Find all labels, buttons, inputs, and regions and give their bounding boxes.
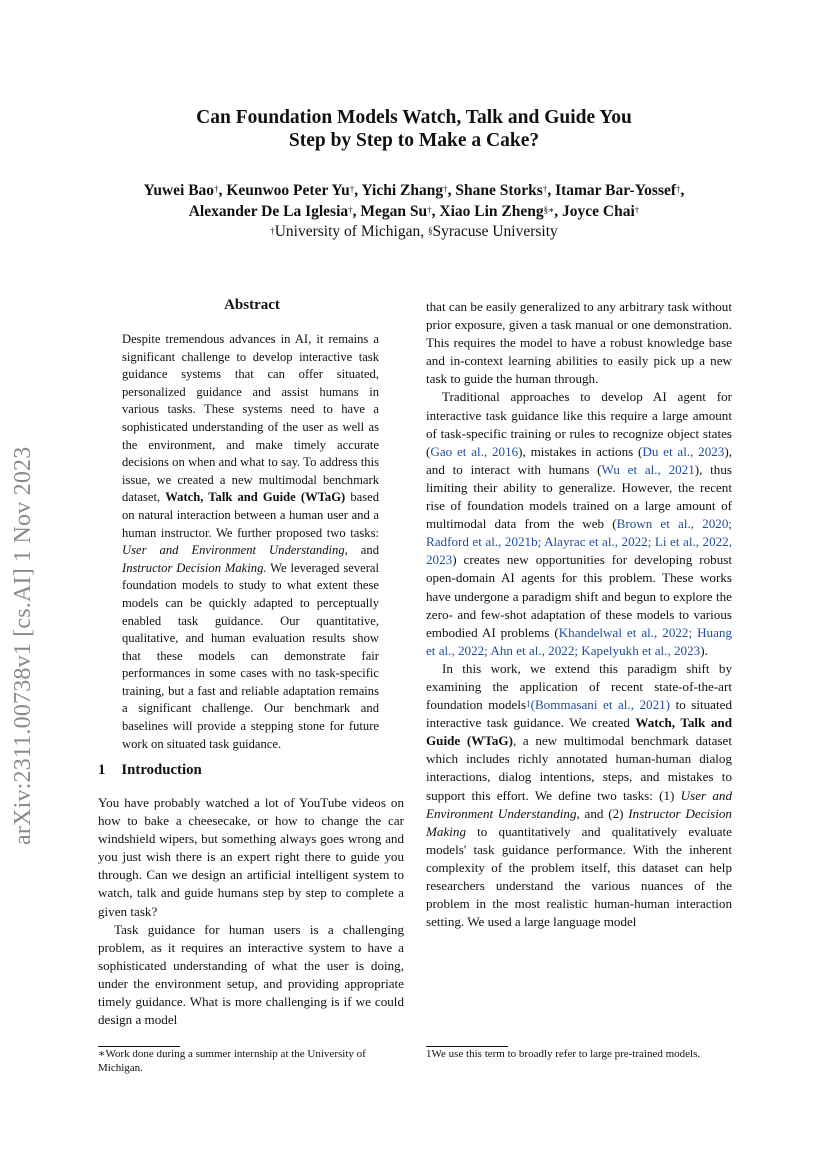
author-name: Megan Su xyxy=(360,203,428,220)
intro-left-column xyxy=(98,794,404,1029)
abstract-text-c: based on natural interaction between a human user and a human instructor. We further proposed two tasks: xyxy=(122,490,379,540)
abstract-task-1: User and Environment Understanding xyxy=(122,543,345,558)
author-list xyxy=(0,180,828,222)
text: ), and to interact with humans ( xyxy=(426,443,732,477)
abstract-text-e: , and xyxy=(344,543,379,558)
affil-mark-2: § xyxy=(428,226,433,236)
affil-mark-1: † xyxy=(270,226,275,236)
author-name: Yichi Zhang xyxy=(361,182,444,199)
author-affiliation-mark: † xyxy=(214,184,219,194)
text: ), thus limiting their ability to generalize. However, the recent rise of foundation models trained on a large amount of multimodal data from the web ( xyxy=(426,461,732,532)
author-name: Alexander De La Iglesia xyxy=(188,203,349,220)
text: Traditional approaches to develop AI agent for interactive task guidance like this require a large amount of task-specific training or rules to recognize object states ( xyxy=(426,389,732,459)
abstract-heading: Abstract xyxy=(224,297,280,313)
author-separator: , xyxy=(447,182,456,199)
author-affiliation-mark: † xyxy=(348,205,353,215)
arxiv-id-text: arXiv:2311.00738v1 [cs.AI] 1 Nov 2023 xyxy=(10,446,36,845)
author-affiliation-mark: † xyxy=(634,205,640,215)
citation-link[interactable]: Wu et al., 2021 xyxy=(601,461,695,477)
right-paragraph-2 xyxy=(426,388,732,659)
text: ). xyxy=(700,642,708,658)
text: , a new multimodal benchmark dataset which includes richly annotated human-human dialog interactions, dialog intentions, steps, and mistakes to support this effort. We define two tasks: (1) xyxy=(426,733,732,803)
citation-link[interactable]: (Bommasani et al., 2021) xyxy=(530,697,671,713)
author-name: Itamar Bar-Yossef xyxy=(555,182,677,199)
intro-paragraph-2: Task guidance for human users is a challenging problem, as it requires an interactive system to have a sophisticated understanding of what the user is doing, under the environment setup, and providing appropriate timely guidance. What is more challenging is if we could design a model xyxy=(98,921,404,1028)
abstract-text-a: Despite tremendous advances in AI, it remains a significant challenge to develop interactive task guidance systems that can offer situated, personalized guidance and assist humans in various tasks. These systems need to have a sophisticated understanding of the user as well as the environment, and make timely accurate decisions on when and what to say. To address this issue, we created a new multimodal benchmark dataset, xyxy=(122,332,379,505)
dataset-name: Watch, Talk and Guide (WTaG) xyxy=(426,715,732,749)
author-separator: , xyxy=(680,182,685,199)
title-line-1: Can Foundation Models Watch, Talk and Guide You xyxy=(196,107,632,128)
right-paragraph-3 xyxy=(426,660,732,931)
text: to situated interactive task guidance. We created xyxy=(426,697,732,731)
author-name: Yuwei Bao xyxy=(143,182,215,199)
affil-text-2: Syracuse University xyxy=(432,223,558,240)
author-name: Xiao Lin Zheng xyxy=(439,203,544,220)
author-affiliation-mark: † xyxy=(443,184,448,194)
authors-line-2 xyxy=(0,201,828,222)
text: ), mistakes in actions ( xyxy=(518,443,643,459)
author-name: Keunwoo Peter Yu xyxy=(226,182,350,199)
author-affiliation-mark: † xyxy=(349,184,355,194)
footnote-right: 1We use this term to broadly refer to large pre-trained models. xyxy=(426,1048,701,1060)
task-name: User and Environment Understanding xyxy=(426,787,732,821)
footnote-marker-link[interactable]: 1 xyxy=(526,699,531,710)
affiliations xyxy=(0,222,828,242)
author-name: Joyce Chai xyxy=(562,203,635,220)
author-separator: , xyxy=(354,182,362,199)
affil-text-1: University of Michigan, xyxy=(274,223,428,240)
abstract-dataset-name: Watch, Talk and Guide (WTaG) xyxy=(165,490,346,505)
section-title: Introduction xyxy=(121,762,202,778)
author-separator: , xyxy=(431,203,440,220)
right-column xyxy=(426,298,732,931)
citation-link[interactable]: Du et al., 2023 xyxy=(642,443,725,459)
right-paragraph-1: that can be easily generalized to any arbitrary task without prior exposure, given a task manual or one demonstration. This requires the model to have a robust knowledge base and in-context learning abilities to easily pick up a new task to guide the human through. xyxy=(426,299,732,387)
section-heading-introduction xyxy=(98,762,202,779)
title-line-2: Step by Step to Make a Cake? xyxy=(288,130,540,151)
task-name: Instructor Decision Making xyxy=(426,805,732,839)
abstract-task-2: Instructor Decision Making. xyxy=(122,560,267,575)
citation-link[interactable]: Brown et al., 2020; Radford et al., 2021b; Alayrac et al., 2022; Li et al., 2022, 2023 xyxy=(426,516,732,568)
author-affiliation-mark: §∗ xyxy=(543,205,555,215)
author-separator: , xyxy=(554,203,563,220)
author-separator: , xyxy=(352,203,361,220)
text: ) creates new opportunities for developing robust open-domain AI agents for this problem. These works have undergone a paradigm shift and begun to explore the zero- and few-shot adaptation of these models to various embodied AI problems ( xyxy=(426,552,732,640)
text: , and (2) xyxy=(576,805,629,821)
arxiv-sidebar-identifier xyxy=(10,446,70,885)
paper-title xyxy=(0,106,828,152)
citation-link[interactable]: Khandelwal et al., 2022; Huang et al., 2022; Ahn et al., 2022; Kapelyukh et al., 2023 xyxy=(426,624,732,658)
author-separator: , xyxy=(547,182,556,199)
section-number: 1 xyxy=(98,762,106,778)
intro-paragraph-1: You have probably watched a lot of YouTube videos on how to bake a cheesecake, or how to change the car windshield wipers, but something always goes wrong and you just wish there is an expert right there to guide you through. Can we design an artificial intelligent system to watch, talk and guide humans step by step to complete a given task? xyxy=(98,795,404,919)
author-affiliation-mark: † xyxy=(427,205,432,215)
citation-link[interactable]: Gao et al., 2016 xyxy=(430,443,519,459)
abstract-text-g: We leveraged several foundation models to study to what extent these models can be quickly adapted to perceptually enabled task guidance. Our quantitative, qualitative, and human evaluation results show that these models can demonstrate fair performances in some cases with no task-specific training, but a fast and reliable adaptation remains a significant challenge. Our benchmark and baselines will provide a stepping stone for future work on situated task guidance. xyxy=(122,560,379,751)
author-affiliation-mark: † xyxy=(676,184,681,194)
text: In this work, we extend this paradigm shift by examining the application of recent state-of-the-art foundation models xyxy=(426,660,732,713)
footnote-left: ∗Work done during a summer internship at the University of Michigan. xyxy=(98,1048,366,1074)
text: to quantitatively and qualitatively evaluate models' task guidance performance. With the inherent complexity of the problem itself, this dataset can help researchers understand the various nuances of the problem in the most realistic human-human interaction setting. We used a large language model xyxy=(426,823,732,930)
abstract-body xyxy=(122,331,379,753)
authors-line-1 xyxy=(0,180,828,201)
author-separator: , xyxy=(218,182,227,199)
author-affiliation-mark: † xyxy=(542,184,548,194)
author-name: Shane Storks xyxy=(455,182,543,199)
